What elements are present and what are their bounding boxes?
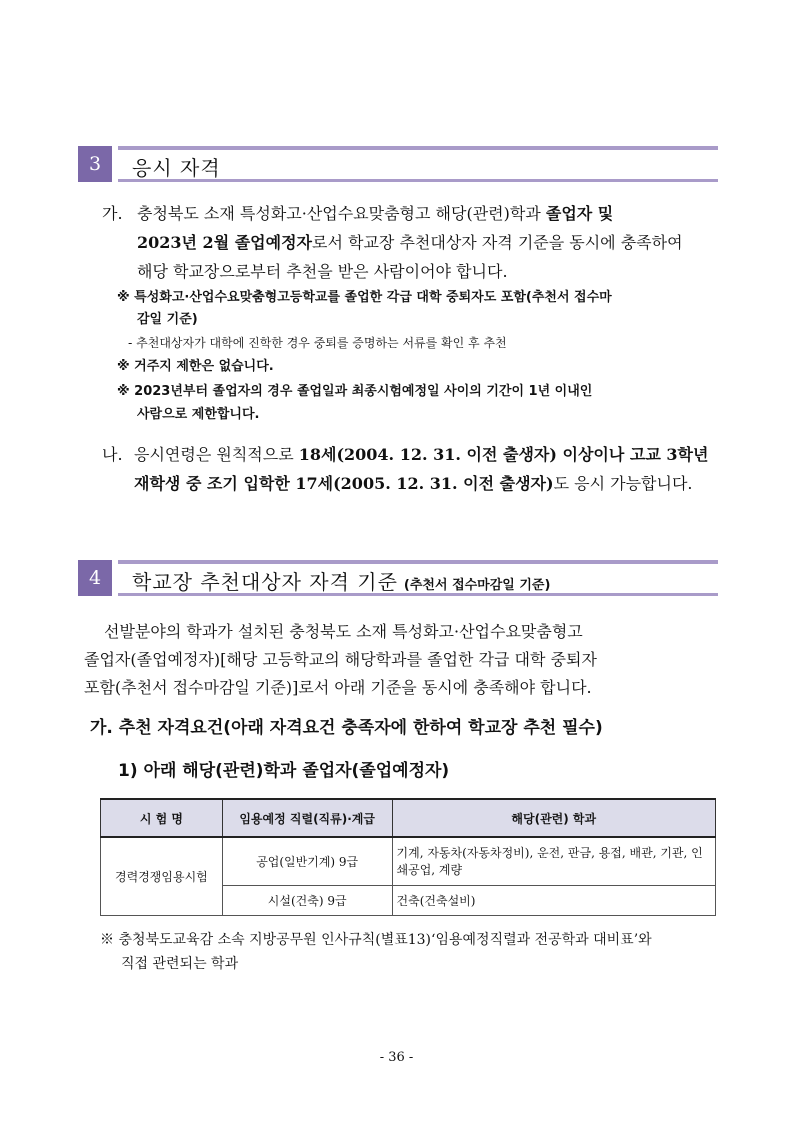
item-ga-line3: 해당 학교장으로부터 추천을 받은 사람이어야 합니다. (137, 262, 508, 281)
footnote-line1: ※ 충청북도교육감 소속 지방공무원 인사규칙(별표13)‘임용예정직렬과 전공학과 대비표’와 (100, 932, 652, 948)
item-na-line1: 응시연령은 원칙적으로 18세(2004. 12. 31. 이전 출생자) 이상이나 고교 3학년 (134, 445, 709, 464)
section-4-header (78, 560, 718, 596)
header-departments: 해당(관련) 학과 (392, 799, 715, 837)
section-title: 응시 자격 (132, 156, 221, 180)
intro-line1: 선발분야의 학과가 설치된 충청북도 소재 특성화고·산업수요맞춤형고 (104, 622, 583, 641)
exam-name-cell: 경력경쟁임용시험 (101, 837, 223, 915)
qualification-table (100, 798, 716, 916)
section-number: 4 (78, 560, 112, 596)
header-exam-name: 시 험 명 (101, 799, 223, 837)
section-3-header (78, 146, 718, 182)
item-ga-line1: 충청북도 소재 특성화고·산업수요맞춤형고 해당(관련)학과 졸업자 및 (137, 204, 614, 223)
heading-1: 1) 아래 해당(관련)학과 졸업자(졸업예정자) (118, 761, 450, 781)
header-rule-top (118, 560, 718, 564)
departments-cell: 건축(건축설비) (392, 885, 715, 915)
intro-line2: 졸업자(졸업예정자)[해당 고등학교의 해당학과를 졸업한 각급 대학 중퇴자 (84, 650, 597, 669)
intro-line3: 포함(추천서 접수마감일 기준)]로서 아래 기준을 동시에 충족해야 합니다. (84, 678, 592, 697)
grade-cell: 공업(일반기계) 9급 (222, 837, 392, 885)
item-ga-marker: 가. (102, 204, 123, 223)
note-1-sub: - 추천대상자가 대학에 진학한 경우 중퇴를 증명하는 서류를 확인 후 추천 (128, 336, 507, 350)
page-number: - 36 - (379, 1050, 414, 1065)
header-rule-top (118, 146, 718, 150)
header-grade: 임용예정 직렬(직류)·계급 (222, 799, 392, 837)
section-title: 학교장 추천대상자 자격 기준 (추천서 접수마감일 기준) (132, 570, 551, 594)
item-ga-line2: 2023년 2월 졸업예정자로서 학교장 추천대상자 자격 기준을 동시에 충족하여 (137, 233, 683, 252)
section-title-note: (추천서 접수마감일 기준) (403, 578, 551, 593)
note-3-line2: 사람으로 제한합니다. (137, 407, 260, 422)
grade-cell: 시설(건축) 9급 (222, 885, 392, 915)
heading-ga: 가. 추천 자격요건(아래 자격요건 충족자에 한하여 학교장 추천 필수) (90, 718, 603, 738)
table-header-row (101, 799, 716, 837)
departments-cell: 기계, 자동차(자동차정비), 운전, 판금, 용접, 배관, 기관, 인쇄공업, 계량 (392, 837, 715, 885)
note-2: ※ 거주지 제한은 없습니다. (117, 359, 274, 374)
note-1-line1: ※ 특성화고·산업수요맞춤형고등학교를 졸업한 각급 대학 중퇴자도 포함(추천서 접수마 (117, 290, 612, 305)
note-1-line2: 감일 기준) (137, 312, 198, 327)
item-na-line2: 재학생 중 조기 입학한 17세(2005. 12. 31. 이전 출생자)도 응시 가능합니다. (134, 474, 693, 493)
section-number: 3 (78, 146, 112, 182)
item-na-marker: 나. (102, 445, 123, 464)
table-row (101, 837, 716, 885)
footnote-line2: 직접 관련되는 학과 (121, 956, 239, 972)
note-3-line1: ※ 2023년부터 졸업자의 경우 졸업일과 최종시험예정일 사이의 기간이 1년 이내인 (117, 384, 593, 399)
